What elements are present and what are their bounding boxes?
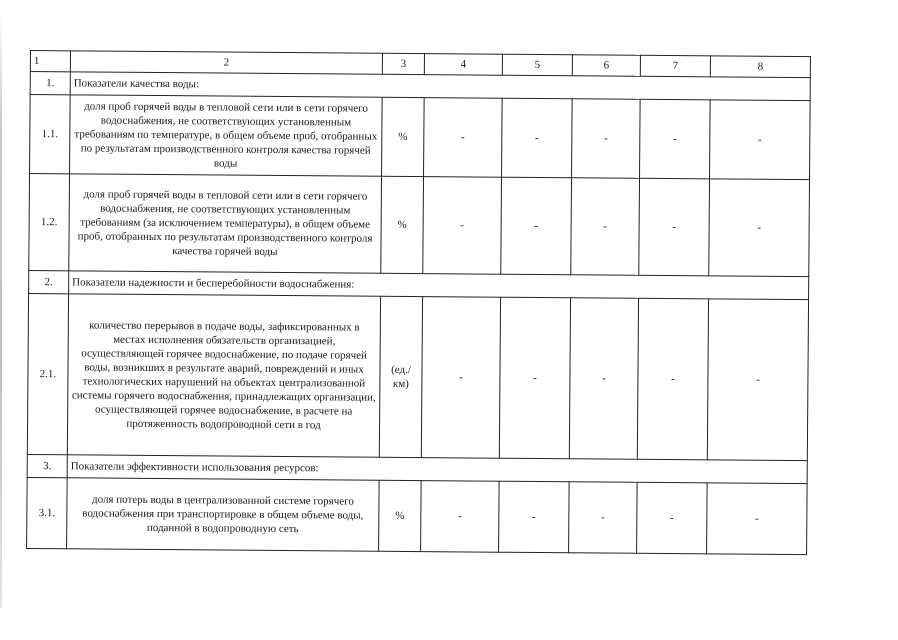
indicator-value: - bbox=[571, 178, 640, 276]
section-number: 1. bbox=[30, 72, 70, 95]
column-number-cell: 8 bbox=[710, 56, 810, 78]
indicator-value: - bbox=[569, 482, 638, 554]
document-sheet bbox=[26, 50, 810, 604]
indicator-value: - bbox=[421, 481, 500, 553]
indicator-row bbox=[27, 293, 808, 460]
indicator-value: - bbox=[637, 482, 708, 554]
indicator-value: - bbox=[499, 297, 570, 459]
indicator-number: 1.2. bbox=[29, 174, 70, 271]
indicator-unit: % bbox=[382, 97, 425, 176]
indicator-value: - bbox=[423, 177, 502, 275]
column-number-cell: 5 bbox=[502, 54, 572, 76]
indicator-value: - bbox=[572, 99, 641, 179]
indicator-value: - bbox=[637, 298, 708, 460]
column-number-cell: 4 bbox=[424, 54, 502, 76]
indicator-unit: % bbox=[381, 176, 424, 273]
indicator-row bbox=[27, 477, 808, 554]
section-title: Показатели качества воды: bbox=[70, 72, 810, 101]
indicator-value: - bbox=[499, 481, 570, 553]
section-title: Показатели надежности и бесперебойности водоснабжения: bbox=[69, 271, 809, 300]
indicator-value: - bbox=[421, 297, 500, 459]
section-number: 3. bbox=[27, 454, 67, 477]
column-number-cell: 7 bbox=[640, 55, 710, 77]
indicator-description: доля проб горячей воды в тепловой сети или в сети горячего водоснабжения, не соответствующих установленным требованиям по температуре, в общем объеме проб, отобранных по результатам производственного контроля качества горячей воды bbox=[70, 95, 383, 176]
indicator-value: - bbox=[707, 483, 808, 555]
indicator-row bbox=[30, 95, 811, 180]
indicator-value: - bbox=[710, 100, 811, 180]
indicator-value: - bbox=[501, 177, 572, 275]
indicator-value: - bbox=[639, 178, 710, 276]
column-number-cell: 1 bbox=[30, 51, 70, 72]
section-title: Показатели эффективности использования ресурсов: bbox=[67, 455, 807, 484]
indicator-number: 3.1. bbox=[27, 477, 68, 548]
indicator-description: доля проб горячей воды в тепловой сети или в сети горячего водоснабжения, не соответствующих установленным требованиям (за исключением температуры), в общем объеме проб, отобранных по результатам производственного контроля качества горячей воды bbox=[69, 174, 382, 273]
section-number: 2. bbox=[29, 270, 69, 293]
scan-edge-shadow bbox=[0, 8, 2, 608]
indicator-value: - bbox=[640, 99, 711, 179]
indicator-row bbox=[29, 174, 810, 277]
column-number-cell: 3 bbox=[382, 53, 424, 74]
column-number-cell: 6 bbox=[572, 55, 640, 77]
indicator-number: 1.1. bbox=[30, 95, 71, 174]
indicator-description: доля потерь воды в централизованной системе горячего водоснабжения при транспортировке в общем объеме воды, поданной в водопроводную сеть bbox=[67, 478, 380, 551]
indicator-number: 2.1. bbox=[27, 293, 68, 454]
column-number-cell: 2 bbox=[70, 51, 382, 74]
indicator-value: - bbox=[502, 98, 573, 178]
indicator-value: - bbox=[569, 298, 638, 460]
indicator-value: - bbox=[709, 179, 810, 277]
indicator-value: - bbox=[707, 299, 808, 461]
indicator-unit: (ед./км) bbox=[379, 296, 422, 457]
indicator-unit: % bbox=[379, 480, 422, 551]
indicators-table bbox=[26, 50, 811, 555]
indicator-description: количество перерывов в подаче воды, зафиксированных в местах исполнения обязательств организацией, осуществляющей горячее водоснабжение, по подаче горячей воды, возникших в результате аварий, повреждений и иных технологических нарушений на объектах централизованной системы горячего водоснабжения, принадлежащих организации, осуществляющей горячее водоснабжение, в расчете на протяженность водопроводной сети в год bbox=[67, 294, 380, 457]
indicator-value: - bbox=[424, 98, 503, 178]
